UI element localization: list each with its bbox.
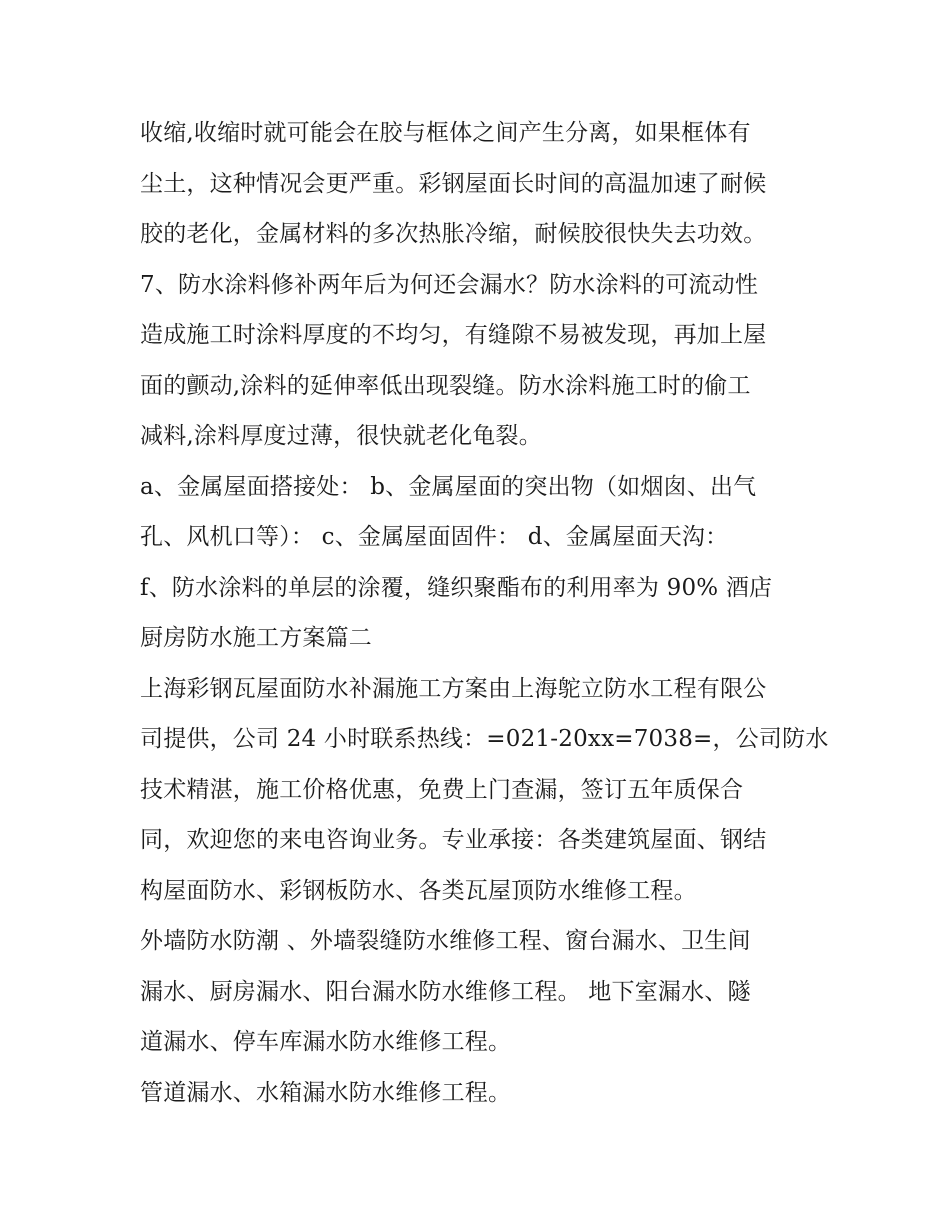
- paragraph-company-intro: [140, 664, 829, 917]
- text-line: 技术精湛，施工价格优惠，免费上门查漏，签订五年质保合: [140, 776, 744, 803]
- paragraph-coating-leak: [140, 260, 820, 462]
- paragraph-pipe-services: [140, 1068, 820, 1119]
- text-line: 外墙防水防潮 、外墙裂缝防水维修工程、窗台漏水、卫生间: [140, 928, 751, 954]
- paragraph-sealant-shrinkage: [140, 108, 820, 260]
- text-line: a、金属屋面搭接处： b、金属屋面的突出物（如烟囱、出气: [140, 473, 757, 500]
- text-line: 孔、风机口等）： c、金属屋面固件： d、金属屋面天沟：: [140, 524, 729, 550]
- text-line: f、防水涂料的单层的涂覆，缝织聚酯布的利用率为 90% 酒店: [140, 574, 773, 601]
- paragraph-wall-services: [140, 916, 820, 1068]
- text-line: 管道漏水、水箱漏水防水维修工程。: [140, 1079, 512, 1106]
- text-line: 司提供，公司 24 小时联系热线：=021-20xx=7038=，公司防水: [140, 726, 829, 752]
- text-line: 面的颤动,涂料的延伸率低出现裂缝。防水涂料施工时的偷工: [140, 372, 751, 399]
- text-line: 构屋面防水、彩钢板防水、各类瓦屋顶防水维修工程。: [140, 877, 697, 904]
- text-line: 尘土，这种情况会更严重。彩钢屋面长时间的高温加速了耐候: [140, 170, 767, 197]
- text-line: 胶的老化，金属材料的多次热胀冷缩，耐候胶很快失去功效。: [140, 221, 767, 247]
- text-line: 收缩,收缩时就可能会在胶与框体之间产生分离，如果框体有: [140, 120, 751, 146]
- document-body: [140, 108, 829, 1118]
- text-line: 造成施工时涂料厚度的不均匀，有缝隙不易被发现，再加上屋: [140, 322, 767, 348]
- text-line: 7、防水涂料修补两年后为何还会漏水？防水涂料的可流动性: [140, 271, 759, 298]
- text-line: 减料,涂料厚度过薄，很快就老化龟裂。: [140, 423, 542, 449]
- text-line: 道漏水、停车库漏水防水维修工程。: [140, 1029, 512, 1055]
- paragraph-coating-layer: [140, 563, 820, 664]
- text-line: 上海彩钢瓦屋面防水补漏施工方案由上海鸵立防水工程有限公: [140, 675, 767, 702]
- text-line: 同，欢迎您的来电咨询业务。专业承接：各类建筑屋面、钢结: [140, 827, 767, 853]
- paragraph-roof-locations: [140, 462, 820, 563]
- text-line: 厨房防水施工方案篇二: [140, 625, 372, 651]
- text-line: 漏水、厨房漏水、阳台漏水防水维修工程。 地下室漏水、隧: [140, 978, 751, 1005]
